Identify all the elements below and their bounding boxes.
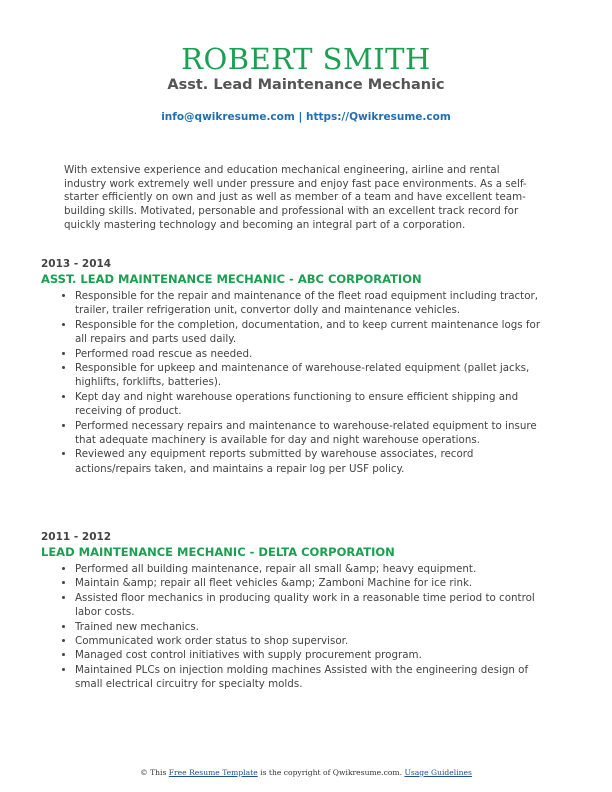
list-item: • Reviewed any equipment reports submitted by warehouse associates, record actions/repairs taken, and maintains a repair log per USF policy. [75,447,541,476]
usage-guidelines-link[interactable]: Usage Guidelines [404,768,472,777]
email-link[interactable]: info@qwikresume.com [161,111,295,123]
summary: With extensive experience and education mechanical engineering, airline and rental industry work extremely well under pressure and enjoy fast pace environments. As a self-starter efficiently on own and just as well as member of a team and have excellent team-building skills. Motivated, personable and professional with an excellent track record for quickly mastering technology and becoming an integral part of a corporation. [64,164,527,231]
list-item: • Communicated work order status to shop supervisor. [75,634,541,648]
list-item: • Performed road rescue as needed. [75,347,541,361]
footer-text: is the copyright of Qwikresume.com. [260,768,403,777]
job-role: LEAD MAINTENANCE MECHANIC - DELTA CORPORATION [41,545,395,559]
candidate-title: Asst. Lead Maintenance Mechanic [167,77,445,93]
list-item: • Responsible for the completion, documentation, and to keep current maintenance logs for all repairs and parts used daily. [75,318,541,347]
job-bullets [41,289,541,476]
list-item: • Performed all building maintenance, repair all small &amp; heavy equipment. [75,562,541,576]
job-dates: 2013 - 2014 [41,258,112,270]
list-item: • Managed cost control initiatives with supply procurement program. [75,648,541,662]
job-dates: 2011 - 2012 [41,531,112,543]
footer [0,768,612,777]
list-item: • Responsible for upkeep and maintenance of warehouse-related equipment (pallet jacks, highlifts, forklifts, batteries). [75,361,541,390]
list-item: • Kept day and night warehouse operations functioning to ensure efficient shipping and receiving of product. [75,390,541,419]
contact-line [0,111,612,123]
list-item: • Maintained PLCs on injection molding machines Assisted with the engineering design of small electrical circuitry for specialty molds. [75,663,541,692]
experience-section-2 [41,531,541,692]
job-bullets [41,562,541,692]
job-role: ASST. LEAD MAINTENANCE MECHANIC - ABC CORPORATION [41,272,422,286]
separator: | [298,111,303,123]
list-item: • Performed necessary repairs and maintenance to warehouse-related equipment to insure that adequate machinery is available for day and night warehouse operations. [75,419,541,448]
list-item: • Maintain &amp; repair all fleet vehicles &amp; Zamboni Machine for ice rink. [75,576,541,590]
free-resume-template-link[interactable]: Free Resume Template [168,768,258,777]
candidate-name: ROBERT SMITH [181,42,431,76]
footer-prefix: © This [140,768,167,777]
list-item: • Trained new mechanics. [75,620,541,634]
website-link[interactable]: https://Qwikresume.com [305,111,451,123]
list-item: • Assisted floor mechanics in producing quality work in a reasonable time period to control labor costs. [75,591,541,620]
list-item: • Responsible for the repair and maintenance of the fleet road equipment including tractor, trailer, trailer refrigeration unit, convertor dolly and maintenance vehicles. [75,289,541,318]
experience-section-1 [41,258,541,476]
